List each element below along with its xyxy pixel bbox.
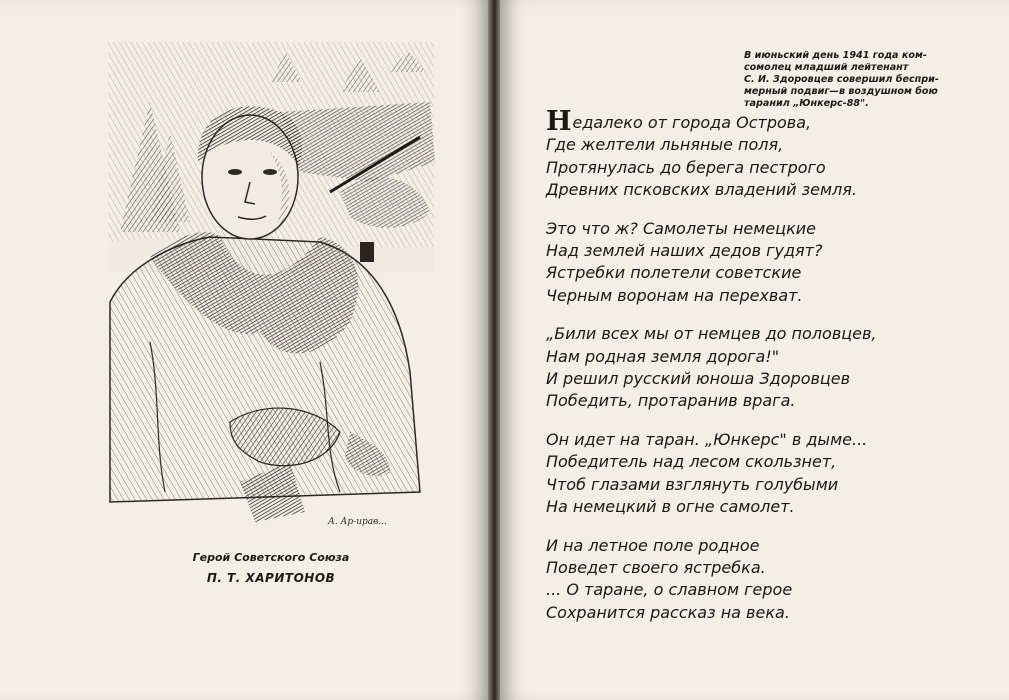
poem-line: Он идет на таран. „Юнкерс" в дыме... (546, 429, 868, 449)
poem-line: Над землей наших дедов гудят? (546, 241, 823, 261)
poem-line: Древних псковских владений земля. (546, 180, 857, 200)
book-gutter (488, 0, 500, 700)
epigraph-line: С. И. Здоровцев совершил беспри- (744, 74, 939, 85)
poem-line: Протянулась до берега пестрого (546, 157, 826, 177)
poem-line: Это что ж? Самолеты немецкие (546, 218, 816, 238)
poem-line: Где желтели льняные поля, (546, 135, 784, 155)
poem-stanza-5 (546, 535, 986, 625)
portrait-illustration (90, 42, 452, 532)
poem-stanza-3 (546, 323, 986, 413)
poem (546, 106, 986, 640)
epigraph (744, 50, 954, 110)
poem-stanza-2 (546, 218, 986, 308)
poem-line: Сохранится рассказ на века. (546, 602, 790, 622)
portrait-caption-title: Герой Советского Союза (192, 551, 350, 564)
poem-line: На немецкий в огне самолет. (546, 497, 795, 517)
poem-line: Нам родная земля дорога!" (546, 346, 780, 366)
poem-line: Победитель над лесом скользнет, (546, 452, 837, 472)
epigraph-line: сомолец младший лейтенант (744, 62, 909, 73)
epigraph-line: мерный подвиг—в воздушном бою (744, 86, 938, 97)
artist-signature: А. Ар-ирав... (328, 517, 387, 527)
left-page (0, 0, 488, 700)
poem-line: И на летное поле родное (546, 535, 760, 555)
poem-line: Чтоб глазами взглянуть голубыми (546, 474, 839, 494)
poem-line: И решил русский юноша Здоровцев (546, 369, 851, 389)
drop-cap: Н (546, 106, 572, 137)
poem-line: Ястребки полетели советские (546, 263, 802, 283)
epigraph-line: таранил „Юнкерс-88". (744, 98, 869, 109)
poem-line: Черным воронам на перехват. (546, 285, 803, 305)
portrait-caption-name: П. Т. ХАРИТОНОВ (206, 571, 336, 585)
poem-line: ... О таране, о славном герое (546, 580, 793, 600)
right-page (500, 0, 1009, 700)
epigraph-line: В июньский день 1941 года ком- (744, 50, 927, 61)
poem-line: Недалеко от города Острова, (546, 106, 812, 137)
poem-stanza-4 (546, 429, 986, 519)
poem-line: Победить, протаранив врага. (546, 391, 796, 411)
poem-stanza-1 (546, 106, 986, 202)
poem-line: „Били всех мы от немцев до половцев, (546, 324, 877, 344)
poem-line: Поведет своего ястребка. (546, 557, 766, 577)
